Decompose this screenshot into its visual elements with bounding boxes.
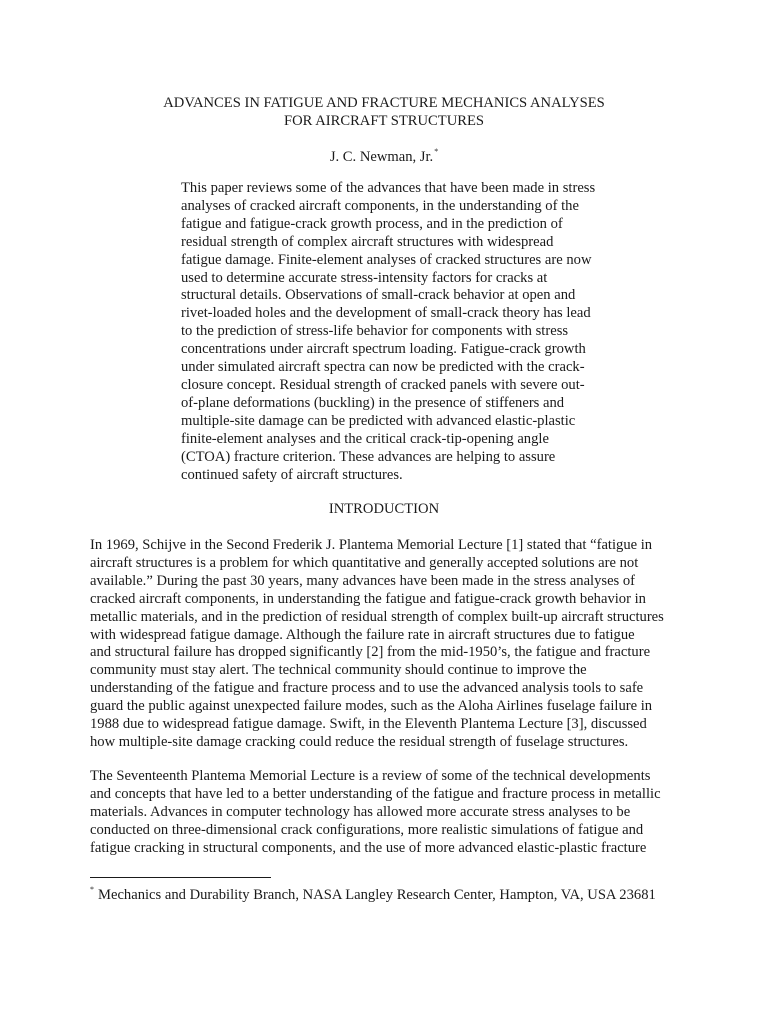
abstract: [181, 180, 621, 484]
abstract-line: to the prediction of stress-life behavior for components with stress: [181, 323, 569, 340]
paragraph-line: cracked aircraft components, in understanding the fatigue and fatigue-crack growth behavior in: [90, 590, 646, 607]
paragraph-line: conducted on three-dimensional crack configurations, more realistic simulations of fatigue and: [90, 821, 644, 838]
abstract-line: under simulated aircraft spectra can now be predicted with the crack-: [181, 359, 585, 376]
paragraph-line: metallic materials, and in the prediction of residual strength of complex built-up aircraft structures: [90, 608, 664, 625]
abstract-line: used to determine accurate stress-intensity factors for cracks at: [181, 269, 548, 286]
abstract-line: analyses of cracked aircraft components, in the understanding of the: [181, 197, 579, 214]
abstract-line: closure concept. Residual strength of cracked panels with severe out-: [181, 376, 585, 393]
footnote: [90, 885, 656, 904]
paragraph-line: with widespread fatigue damage. Although the failure rate in aircraft structures due to fatigue: [90, 626, 635, 643]
paper-title-line-2: FOR AIRCRAFT STRUCTURES: [283, 113, 485, 129]
abstract-line: structural details. Observations of small-crack behavior at open and: [181, 287, 576, 304]
abstract-line: (CTOA) fracture criterion. These advances are helping to assure: [181, 448, 556, 465]
paragraph-line: how multiple-site damage cracking could reduce the residual strength of fuselage structures.: [90, 733, 629, 750]
footnote-mark: *: [90, 885, 94, 894]
footnote-text: Mechanics and Durability Branch, NASA Langley Research Center, Hampton, VA, USA 23681: [98, 887, 656, 903]
abstract-line: This paper reviews some of the advances that have been made in stress: [181, 180, 596, 196]
paragraph-line: In 1969, Schijve in the Second Frederik J. Plantema Memorial Lecture [1] stated that “fatigue in: [90, 537, 653, 553]
paragraph-line: 1988 due to widespread fatigue damage. Swift, in the Eleventh Plantema Lecture [3], discussed: [90, 716, 647, 733]
abstract-line: rivet-loaded holes and the development of small-crack theory has lead: [181, 305, 591, 322]
author-footnote-mark: *: [434, 147, 439, 156]
paragraph-line: and structural failure has dropped significantly [2] from the mid-1950’s, the fatigue and fracture: [90, 644, 651, 661]
paragraph-line: and concepts that have led to a better understanding of the fatigue and fracture process in metallic: [90, 785, 661, 802]
abstract-line: concentrations under aircraft spectrum loading. Fatigue-crack growth: [181, 341, 586, 358]
author-line: [0, 147, 768, 166]
paragraph-line: The Seventeenth Plantema Memorial Lecture is a review of some of the technical developments: [90, 768, 651, 784]
paper-title: [0, 94, 768, 130]
abstract-line: fatigue damage. Finite-element analyses of cracked structures are now: [181, 251, 592, 268]
abstract-line: fatigue and fatigue-crack growth process, and in the prediction of: [181, 215, 563, 232]
introduction-paragraph-2: [90, 768, 690, 858]
paragraph-line: community must stay alert. The technical community should continue to improve the: [90, 662, 587, 679]
author-name: J. C. Newman, Jr.: [329, 149, 434, 165]
paragraph-line: materials. Advances in computer technology has allowed more accurate stress analyses to be: [90, 803, 631, 820]
abstract-line: residual strength of complex aircraft structures with widespread: [181, 233, 554, 250]
introduction-paragraph-1: [90, 537, 690, 752]
abstract-line: continued safety of aircraft structures.: [181, 466, 403, 483]
abstract-line: multiple-site damage can be predicted with advanced elastic-plastic: [181, 412, 576, 429]
abstract-line: of-plane deformations (buckling) in the presence of stiffeners and: [181, 394, 565, 411]
paragraph-line: fatigue cracking in structural components, and the use of more advanced elastic-plastic fracture: [90, 839, 647, 856]
footnote-divider: [90, 877, 271, 878]
paragraph-line: understanding of the fatigue and fracture process and to use the advanced analysis tools to safe: [90, 680, 644, 697]
paper-title-line-1: ADVANCES IN FATIGUE AND FRACTURE MECHANICS ANALYSES: [163, 95, 605, 111]
abstract-line: finite-element analyses and the critical crack-tip-opening angle: [181, 430, 549, 447]
paragraph-line: guard the public against unexpected failure modes, such as the Aloha Airlines fuselage failure in: [90, 698, 653, 715]
section-heading-introduction: INTRODUCTION: [328, 501, 440, 517]
paragraph-line: aircraft structures is a problem for which quantitative and generally accepted solutions are not: [90, 554, 639, 571]
paragraph-line: available.” During the past 30 years, many advances have been made in the stress analyses of: [90, 572, 636, 589]
